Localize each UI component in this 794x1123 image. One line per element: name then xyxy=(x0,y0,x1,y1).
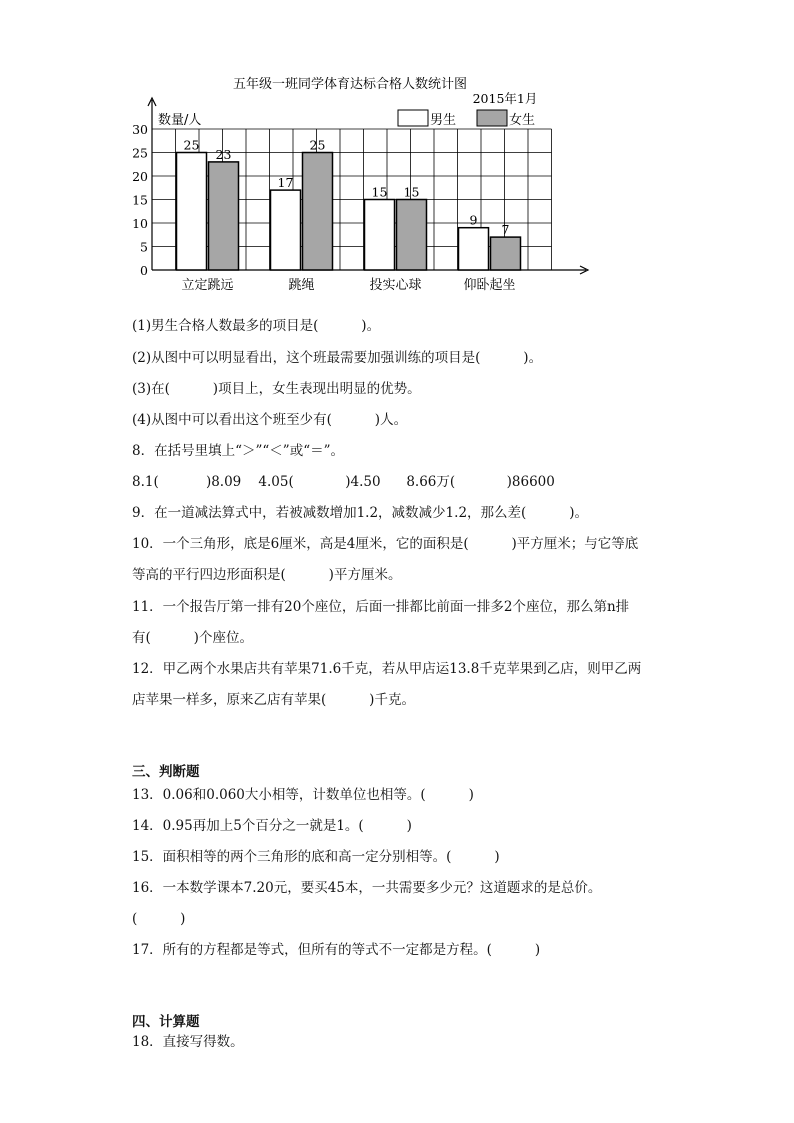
question-line: 10．一个三角形，底是6厘米，高是4厘米，它的面积是( )平方厘米；与它等底 xyxy=(132,536,639,552)
section4-title: 四、计算题 xyxy=(132,1014,200,1030)
question-18: 18．直接写得数。 xyxy=(132,1034,244,1050)
bar-boys xyxy=(459,228,489,270)
bar-value-label: 15 xyxy=(371,184,388,200)
bar-boys xyxy=(271,190,301,270)
x-tick-label: 立定跳远 xyxy=(181,278,234,293)
question-line: (4)从图中可以看出这个班至少有( )人。 xyxy=(132,412,408,428)
judgement-item: ( ) xyxy=(132,911,186,927)
bar-value-label: 17 xyxy=(277,175,294,191)
chart-title: 五年级一班同学体育达标合格人数统计图 xyxy=(232,77,468,92)
bar-value-label: 23 xyxy=(215,146,232,162)
legend-label-boys: 男生 xyxy=(430,113,457,128)
question-line: 12．甲乙两个水果店共有苹果71.6千克，若从甲店运13.8千克苹果到乙店，则甲乙两 xyxy=(132,661,642,677)
question-line: 8．在括号里填上“＞”“＜”或“＝”。 xyxy=(132,443,344,459)
legend xyxy=(398,110,535,128)
judgement-item: 14．0.95再加上5个百分之一就是1。( ) xyxy=(132,818,412,834)
judgement-item: 13．0.06和0.060大小相等，计数单位也相等。( ) xyxy=(132,787,474,803)
legend-swatch-girls xyxy=(477,110,507,126)
bar-boys xyxy=(177,153,207,271)
y-tick-label: 10 xyxy=(132,216,148,231)
y-axis-label: 数量/人 xyxy=(158,113,202,128)
bar-girls xyxy=(303,153,333,271)
bar-value-label: 9 xyxy=(469,212,478,228)
bar-boys xyxy=(365,200,395,271)
y-tick-label: 15 xyxy=(132,192,148,208)
bar-girls xyxy=(397,200,427,271)
x-tick-label: 仰卧起坐 xyxy=(463,278,516,293)
question-line: 11．一个报告厅第一排有20个座位，后面一排都比前面一排多2个座位，那么第n排 xyxy=(132,599,630,615)
y-tick-label: 30 xyxy=(132,122,148,137)
y-tick-label: 20 xyxy=(132,169,148,184)
x-tick-label: 投实心球 xyxy=(369,278,422,293)
y-tick-label: 0 xyxy=(140,263,148,278)
question-line: 店苹果一样多，原来乙店有苹果( )千克。 xyxy=(132,692,415,708)
question-line: 9．在一道减法算式中，若被减数增加1.2，减数减少1.2，那么差( )。 xyxy=(132,505,588,521)
question-line: 有( )个座位。 xyxy=(132,630,253,646)
judgement-item: 16．一本数学课本7.20元，要买45本，一共需要多少元？这道题求的是总价。 xyxy=(132,880,602,896)
question-line: 8.1( )8.09 4.05( )4.50 8.66万( )86600 xyxy=(132,474,555,490)
y-tick-label: 5 xyxy=(140,239,148,255)
question-line: 等高的平行四边形面积是( )平方厘米。 xyxy=(132,567,402,583)
question-line: (3)在( )项目上，女生表现出明显的优势。 xyxy=(132,381,421,397)
question-line: (1)男生合格人数最多的项目是( )。 xyxy=(132,318,381,334)
chart-subtitle: 2015年1月 xyxy=(472,91,538,106)
y-tick-label: 25 xyxy=(132,145,148,161)
bar-girls xyxy=(491,237,521,270)
bar-girls xyxy=(209,162,239,270)
judgement-item: 15．面积相等的两个三角形的底和高一定分别相等。( ) xyxy=(132,849,500,865)
bar-value-label: 25 xyxy=(183,137,200,153)
legend-label-girls: 女生 xyxy=(509,113,536,128)
bar-value-label: 15 xyxy=(403,184,420,200)
bar-value-label: 25 xyxy=(309,137,326,153)
legend-swatch-boys xyxy=(398,110,428,126)
question-line: (2)从图中可以明显看出，这个班最需要加强训练的项目是( )。 xyxy=(132,350,543,366)
bar-value-label: 7 xyxy=(501,222,510,238)
section3-title: 三、判断题 xyxy=(132,764,200,780)
judgement-item: 17．所有的方程都是等式，但所有的等式不一定都是方程。( ) xyxy=(132,942,541,958)
x-tick-label: 跳绳 xyxy=(288,278,315,293)
bar-chart xyxy=(0,0,794,300)
